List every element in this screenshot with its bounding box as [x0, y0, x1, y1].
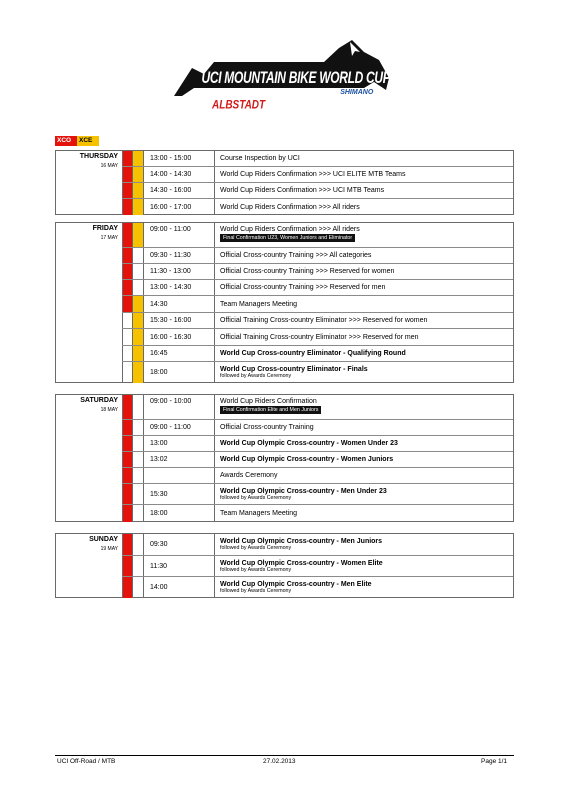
xco-marker	[122, 436, 132, 451]
event-time	[143, 534, 214, 555]
event-description	[214, 199, 513, 215]
event-time-text: 11:30 - 13:00	[150, 268, 191, 275]
logo-presented-by	[300, 89, 373, 96]
xce-marker	[132, 362, 143, 383]
event-title: World Cup Riders Confirmation >>> UCI MTB Teams	[220, 187, 385, 194]
event-time	[143, 577, 214, 598]
event-time-text: 09:00 - 11:00	[150, 424, 191, 431]
event-title: World Cup Olympic Cross-country - Men Elite	[220, 581, 372, 588]
xce-marker	[132, 248, 143, 263]
event-time-text: 13:02	[150, 456, 168, 463]
day-name: SUNDAY	[89, 536, 118, 543]
event-description	[214, 223, 513, 247]
xce-marker	[132, 505, 143, 522]
schedule-row	[122, 534, 513, 556]
event-description	[214, 346, 513, 361]
event-description	[214, 577, 513, 598]
logo-title: UCI MOUNTAIN BIKE WORLD CUP	[201, 68, 391, 87]
event-title: World Cup Riders Confirmation >>> All riders	[220, 226, 360, 233]
xco-marker	[122, 534, 132, 555]
day-block-thursday	[55, 150, 514, 215]
event-time-text: 14:30 - 16:00	[150, 187, 192, 194]
event-title: Official Cross-country Training	[220, 424, 314, 431]
xce-marker	[132, 534, 143, 555]
event-description	[214, 452, 513, 467]
xce-marker	[132, 264, 143, 279]
event-time	[143, 199, 214, 215]
event-time	[143, 264, 214, 279]
xce-marker	[132, 296, 143, 312]
xce-marker	[132, 167, 143, 182]
event-title: Team Managers Meeting	[220, 300, 298, 308]
schedule-row	[122, 577, 513, 598]
day-label	[56, 395, 122, 413]
footer-divider	[55, 755, 514, 756]
discipline-legend	[55, 136, 99, 146]
schedule-row	[122, 420, 513, 436]
event-description	[214, 264, 513, 279]
event-time-text: 09:00 - 10:00	[150, 398, 192, 405]
xco-marker	[122, 313, 132, 328]
schedule-row	[122, 346, 513, 362]
xco-marker	[122, 296, 132, 312]
xco-marker	[122, 346, 132, 361]
event-title: World Cup Riders Confirmation >>> All riders	[220, 203, 360, 211]
schedule-rows	[122, 151, 513, 215]
event-time	[143, 556, 214, 576]
event-title: World Cup Riders Confirmation	[220, 398, 317, 405]
xce-marker	[132, 556, 143, 576]
event-subtitle: followed by Awards Ceremony	[220, 566, 292, 573]
event-description	[214, 167, 513, 182]
event-time	[143, 167, 214, 182]
event-time	[143, 223, 214, 247]
event-time-text: 14:00 - 14:30	[150, 171, 192, 178]
xce-marker	[132, 280, 143, 295]
event-time-text: 13:00 - 14:30	[150, 284, 192, 291]
confirmation-badge: Final Confirmation U23, Women Juniors and Eliminator	[220, 234, 355, 242]
event-description	[214, 183, 513, 198]
schedule-row	[122, 199, 513, 215]
event-time	[143, 395, 214, 419]
xco-marker	[122, 505, 132, 522]
xce-marker	[132, 313, 143, 328]
schedule-rows	[122, 223, 513, 383]
xco-marker	[122, 468, 132, 483]
schedule-rows	[122, 395, 513, 522]
event-time-text: 16:00 - 17:00	[150, 203, 192, 211]
event-time	[143, 436, 214, 451]
event-description	[214, 329, 513, 345]
legend-xce: XCE	[77, 136, 99, 146]
xco-marker	[122, 329, 132, 345]
event-time	[143, 183, 214, 198]
footer-date: 27.02.2013	[263, 758, 296, 765]
event-time-text: 11:30	[150, 562, 167, 570]
schedule-row	[122, 484, 513, 505]
xce-marker	[132, 199, 143, 215]
event-description	[214, 313, 513, 328]
event-description	[214, 248, 513, 263]
event-description	[214, 468, 513, 483]
event-time-text: 13:00	[150, 440, 168, 447]
xce-marker	[132, 452, 143, 467]
day-block-saturday	[55, 394, 514, 522]
event-description	[214, 484, 513, 504]
xce-marker	[132, 151, 143, 166]
xco-marker	[122, 167, 132, 182]
day-date: 16 MAY	[100, 163, 118, 169]
event-description	[214, 556, 513, 576]
schedule-row	[122, 151, 513, 167]
schedule-row	[122, 395, 513, 420]
event-description	[214, 505, 513, 522]
footer-page: Page 1/1	[481, 758, 508, 765]
xco-marker	[122, 556, 132, 576]
event-time	[143, 484, 214, 504]
schedule-row	[122, 264, 513, 280]
schedule-row	[122, 223, 513, 248]
day-name: THURSDAY	[79, 153, 118, 160]
event-time	[143, 313, 214, 328]
xce-marker	[132, 346, 143, 361]
legend-xco: XCO	[55, 136, 77, 146]
event-time	[143, 505, 214, 522]
xce-marker	[132, 183, 143, 198]
event-time-text: 13:00 - 15:00	[150, 155, 192, 162]
event-description	[214, 151, 513, 166]
xco-marker	[122, 280, 132, 295]
event-title: World Cup Riders Confirmation >>> UCI ELITE MTB Teams	[220, 171, 406, 178]
schedule-row	[122, 183, 513, 199]
event-time	[143, 329, 214, 345]
event-subtitle: followed by Awards Ceremony	[220, 588, 292, 594]
event-title: Course Inspection by UCI	[220, 155, 300, 162]
event-time-text: 09:00 - 11:00	[150, 226, 191, 233]
event-title: Official Cross-country Training >>> All categories	[220, 252, 372, 259]
xco-marker	[122, 264, 132, 279]
event-title: World Cup Cross-country Eliminator - Qualifying Round	[220, 350, 406, 357]
event-time	[143, 362, 214, 383]
xce-marker	[132, 436, 143, 451]
event-title: Team Managers Meeting	[220, 510, 298, 517]
event-title: World Cup Olympic Cross-country - Men Under 23	[220, 487, 387, 495]
event-time	[143, 280, 214, 295]
xce-marker	[132, 223, 143, 247]
day-label	[56, 223, 122, 241]
xco-marker	[122, 199, 132, 215]
event-description	[214, 280, 513, 295]
day-block-friday	[55, 222, 514, 383]
event-title: World Cup Olympic Cross-country - Women Under 23	[220, 440, 398, 447]
event-subtitle: followed by Awards Ceremony	[220, 373, 292, 379]
event-title: World Cup Olympic Cross-country - Men Juniors	[220, 538, 383, 545]
event-description	[214, 436, 513, 451]
event-time	[143, 248, 214, 263]
day-block-sunday	[55, 533, 514, 598]
schedule-row	[122, 436, 513, 452]
day-label	[56, 534, 122, 552]
day-date: 17 MAY	[100, 235, 118, 241]
schedule-row	[122, 167, 513, 183]
event-title: Awards Ceremony	[220, 472, 278, 479]
day-label	[56, 151, 122, 169]
event-time	[143, 452, 214, 467]
event-time	[143, 296, 214, 312]
logo-city: ALBSTADT	[212, 99, 266, 113]
event-time-text: 18:00	[150, 369, 168, 376]
event-description	[214, 296, 513, 312]
event-time-text: 18:00	[150, 510, 168, 517]
event-description	[214, 362, 513, 383]
schedule-row	[122, 468, 513, 484]
sponsor-name: SHIMANO	[340, 89, 374, 96]
schedule-row	[122, 556, 513, 577]
schedule-row	[122, 452, 513, 468]
day-date: 18 MAY	[100, 407, 118, 413]
xco-marker	[122, 183, 132, 198]
event-time-text: 09:30 - 11:30	[150, 252, 191, 259]
event-time	[143, 468, 214, 483]
confirmation-badge: Final Confirmation Elite and Men Juniors	[220, 406, 321, 414]
day-name: SATURDAY	[80, 397, 118, 404]
event-subtitle: followed by Awards Ceremony	[220, 494, 292, 501]
event-time	[143, 346, 214, 361]
xce-marker	[132, 577, 143, 598]
event-time-text: 15:30	[150, 490, 168, 498]
event-time-text: 09:30	[150, 541, 168, 548]
xce-marker	[132, 420, 143, 435]
schedule-row	[122, 248, 513, 264]
day-name: FRIDAY	[92, 225, 118, 232]
schedule-rows	[122, 534, 513, 598]
schedule-row	[122, 313, 513, 329]
xco-marker	[122, 248, 132, 263]
xce-marker	[132, 468, 143, 483]
schedule-row	[122, 505, 513, 522]
xco-marker	[122, 395, 132, 419]
schedule-row	[122, 296, 513, 313]
event-time-text: 14:30	[150, 300, 168, 308]
xco-marker	[122, 452, 132, 467]
event-description	[214, 534, 513, 555]
event-time	[143, 151, 214, 166]
xco-marker	[122, 362, 132, 383]
event-title: Official Training Cross-country Eliminator >>> Reserved for women	[220, 317, 428, 324]
event-title: World Cup Olympic Cross-country - Women Juniors	[220, 456, 394, 463]
schedule-row	[122, 362, 513, 383]
xce-marker	[132, 329, 143, 345]
event-time	[143, 420, 214, 435]
footer-left: UCI Off-Road / MTB	[57, 758, 116, 765]
event-description	[214, 420, 513, 435]
event-logo	[0, 38, 565, 116]
xco-marker	[122, 577, 132, 598]
schedule-row	[122, 329, 513, 346]
event-title: World Cup Olympic Cross-country - Women Elite	[220, 559, 383, 567]
schedule-row	[122, 280, 513, 296]
event-time-text: 14:00	[150, 584, 168, 591]
xce-marker	[132, 395, 143, 419]
xco-marker	[122, 223, 132, 247]
xce-marker	[132, 484, 143, 504]
event-time-text: 16:00 - 16:30	[150, 333, 192, 341]
event-subtitle: followed by Awards Ceremony	[220, 545, 292, 551]
presented-by-text: PRESENTED BY	[300, 90, 339, 96]
event-time-text: 15:30 - 16:00	[150, 317, 192, 324]
event-title: World Cup Cross-country Eliminator - Finals	[220, 366, 368, 373]
event-title: Official Training Cross-country Eliminator >>> Reserved for men	[220, 333, 419, 341]
event-time-text: 16:45	[150, 350, 168, 357]
event-description	[214, 395, 513, 419]
day-date: 19 MAY	[100, 546, 118, 552]
xco-marker	[122, 420, 132, 435]
event-title: Official Cross-country Training >>> Reserved for men	[220, 284, 386, 291]
event-title: Official Cross-country Training >>> Reserved for women	[220, 268, 395, 275]
xco-marker	[122, 151, 132, 166]
xco-marker	[122, 484, 132, 504]
